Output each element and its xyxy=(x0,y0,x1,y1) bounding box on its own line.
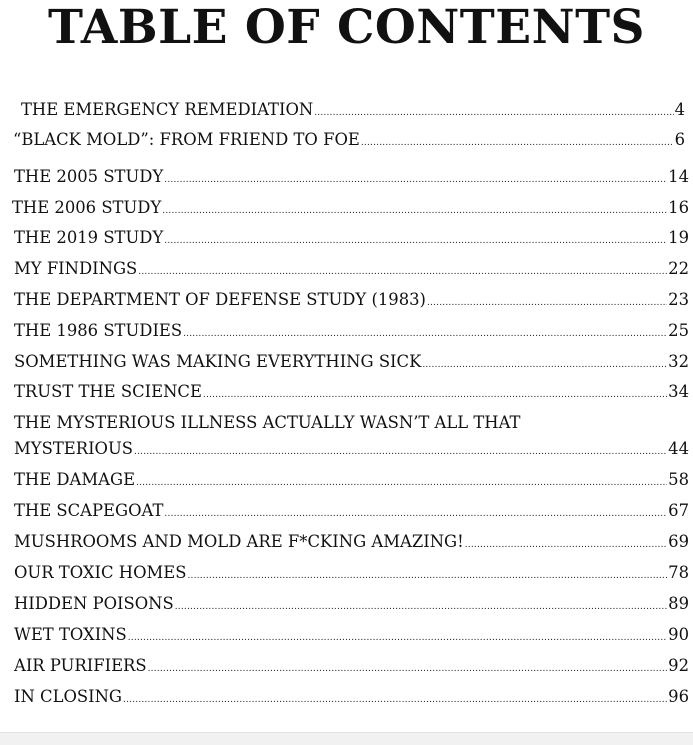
toc-entry-page: 22 xyxy=(668,259,689,278)
toc-entry-title: THE EMERGENCY REMEDIATION xyxy=(21,100,314,119)
leader-dots xyxy=(314,109,673,118)
leader-dots xyxy=(138,268,667,277)
toc-entry-title: MYSTERIOUS xyxy=(14,439,134,458)
leader-dots xyxy=(136,479,667,488)
toc-entry-page: 23 xyxy=(668,290,689,309)
toc-entry-title: THE 2019 STUDY xyxy=(14,228,164,247)
toc-entry-page: 6 xyxy=(674,130,685,149)
toc-entry-page: 16 xyxy=(668,198,689,217)
toc-entry-title: THE SCAPEGOAT xyxy=(14,501,164,520)
toc-entry-title: SOMETHING WAS MAKING EVERYTHING SICK xyxy=(14,352,422,371)
leader-dots xyxy=(465,541,667,550)
leader-dots xyxy=(183,330,667,339)
toc-entry xyxy=(14,531,689,553)
page-title: TABLE OF CONTENTS xyxy=(48,0,645,55)
leader-dots xyxy=(128,634,667,643)
toc-entry xyxy=(14,562,689,584)
leader-dots xyxy=(203,391,667,400)
toc-entry-title: HIDDEN POISONS xyxy=(14,594,174,613)
toc-entry-title: TRUST THE SCIENCE xyxy=(14,382,202,401)
toc-entry-title: AIR PURIFIERS xyxy=(14,656,147,675)
leader-dots xyxy=(164,176,667,185)
toc-entry xyxy=(14,624,689,646)
toc-entry-page: 67 xyxy=(668,501,689,520)
toc-entry-page: 4 xyxy=(674,100,685,119)
toc-entry-page: 14 xyxy=(668,167,689,186)
toc-entry-title-line1: THE MYSTERIOUS ILLNESS ACTUALLY WASN’T ALL THAT xyxy=(14,413,521,432)
toc-entry-title: MUSHROOMS AND MOLD ARE F*CKING AMAZING! xyxy=(14,532,464,551)
leader-dots xyxy=(162,207,667,216)
toc-entry-page: 44 xyxy=(668,439,689,458)
toc-entry xyxy=(14,289,689,311)
toc-entry-title: THE 2006 STUDY xyxy=(12,198,162,217)
toc-entry-page: 69 xyxy=(668,532,689,551)
toc-entry-title: IN CLOSING xyxy=(14,687,123,706)
toc-entry-page: 58 xyxy=(668,470,689,489)
toc-entry-page: 89 xyxy=(668,594,689,613)
leader-dots xyxy=(361,139,674,148)
leader-dots xyxy=(134,448,667,457)
toc-entry xyxy=(21,99,685,121)
toc-entry xyxy=(14,593,689,615)
toc-entry xyxy=(14,258,689,280)
toc-entry xyxy=(14,655,689,677)
leader-dots xyxy=(148,665,668,674)
toc-entry-page: 78 xyxy=(668,563,689,582)
page-bottom-edge xyxy=(0,732,693,745)
toc-entry xyxy=(14,381,689,403)
leader-dots xyxy=(175,603,667,612)
toc-entry-title: THE 1986 STUDIES xyxy=(14,321,183,340)
toc-entry xyxy=(14,469,689,491)
toc-entry xyxy=(14,227,689,249)
toc-entry xyxy=(13,129,685,151)
toc-entry-page: 96 xyxy=(668,687,689,706)
toc-entry xyxy=(14,500,689,522)
toc-entry-page: 25 xyxy=(668,321,689,340)
toc-entry-title: THE 2005 STUDY xyxy=(14,167,164,186)
leader-dots xyxy=(164,237,667,246)
leader-dots xyxy=(427,299,667,308)
toc-entry-page: 34 xyxy=(668,382,689,401)
toc-entry-title: MY FINDINGS xyxy=(14,259,138,278)
toc-entry-title: THE DAMAGE xyxy=(14,470,136,489)
toc-entry-page: 92 xyxy=(668,656,689,675)
toc-entry-page: 90 xyxy=(668,625,689,644)
toc-entry xyxy=(14,413,689,460)
toc-entry xyxy=(14,166,689,188)
leader-dots xyxy=(188,572,668,581)
leader-dots xyxy=(422,361,667,370)
toc-entry-page: 19 xyxy=(668,228,689,247)
toc-entry xyxy=(12,197,689,219)
leader-dots xyxy=(123,696,667,705)
toc-entry-title: WET TOXINS xyxy=(14,625,127,644)
toc-entry xyxy=(14,351,689,373)
toc-entry xyxy=(14,320,689,342)
toc-entry-title: OUR TOXIC HOMES xyxy=(14,563,187,582)
leader-dots xyxy=(164,510,667,519)
toc-entry-page: 32 xyxy=(668,352,689,371)
toc-entry-title: “BLACK MOLD”: FROM FRIEND TO FOE xyxy=(13,130,360,149)
toc-entry xyxy=(14,686,689,708)
toc-entry-title: THE DEPARTMENT OF DEFENSE STUDY (1983) xyxy=(14,290,426,309)
